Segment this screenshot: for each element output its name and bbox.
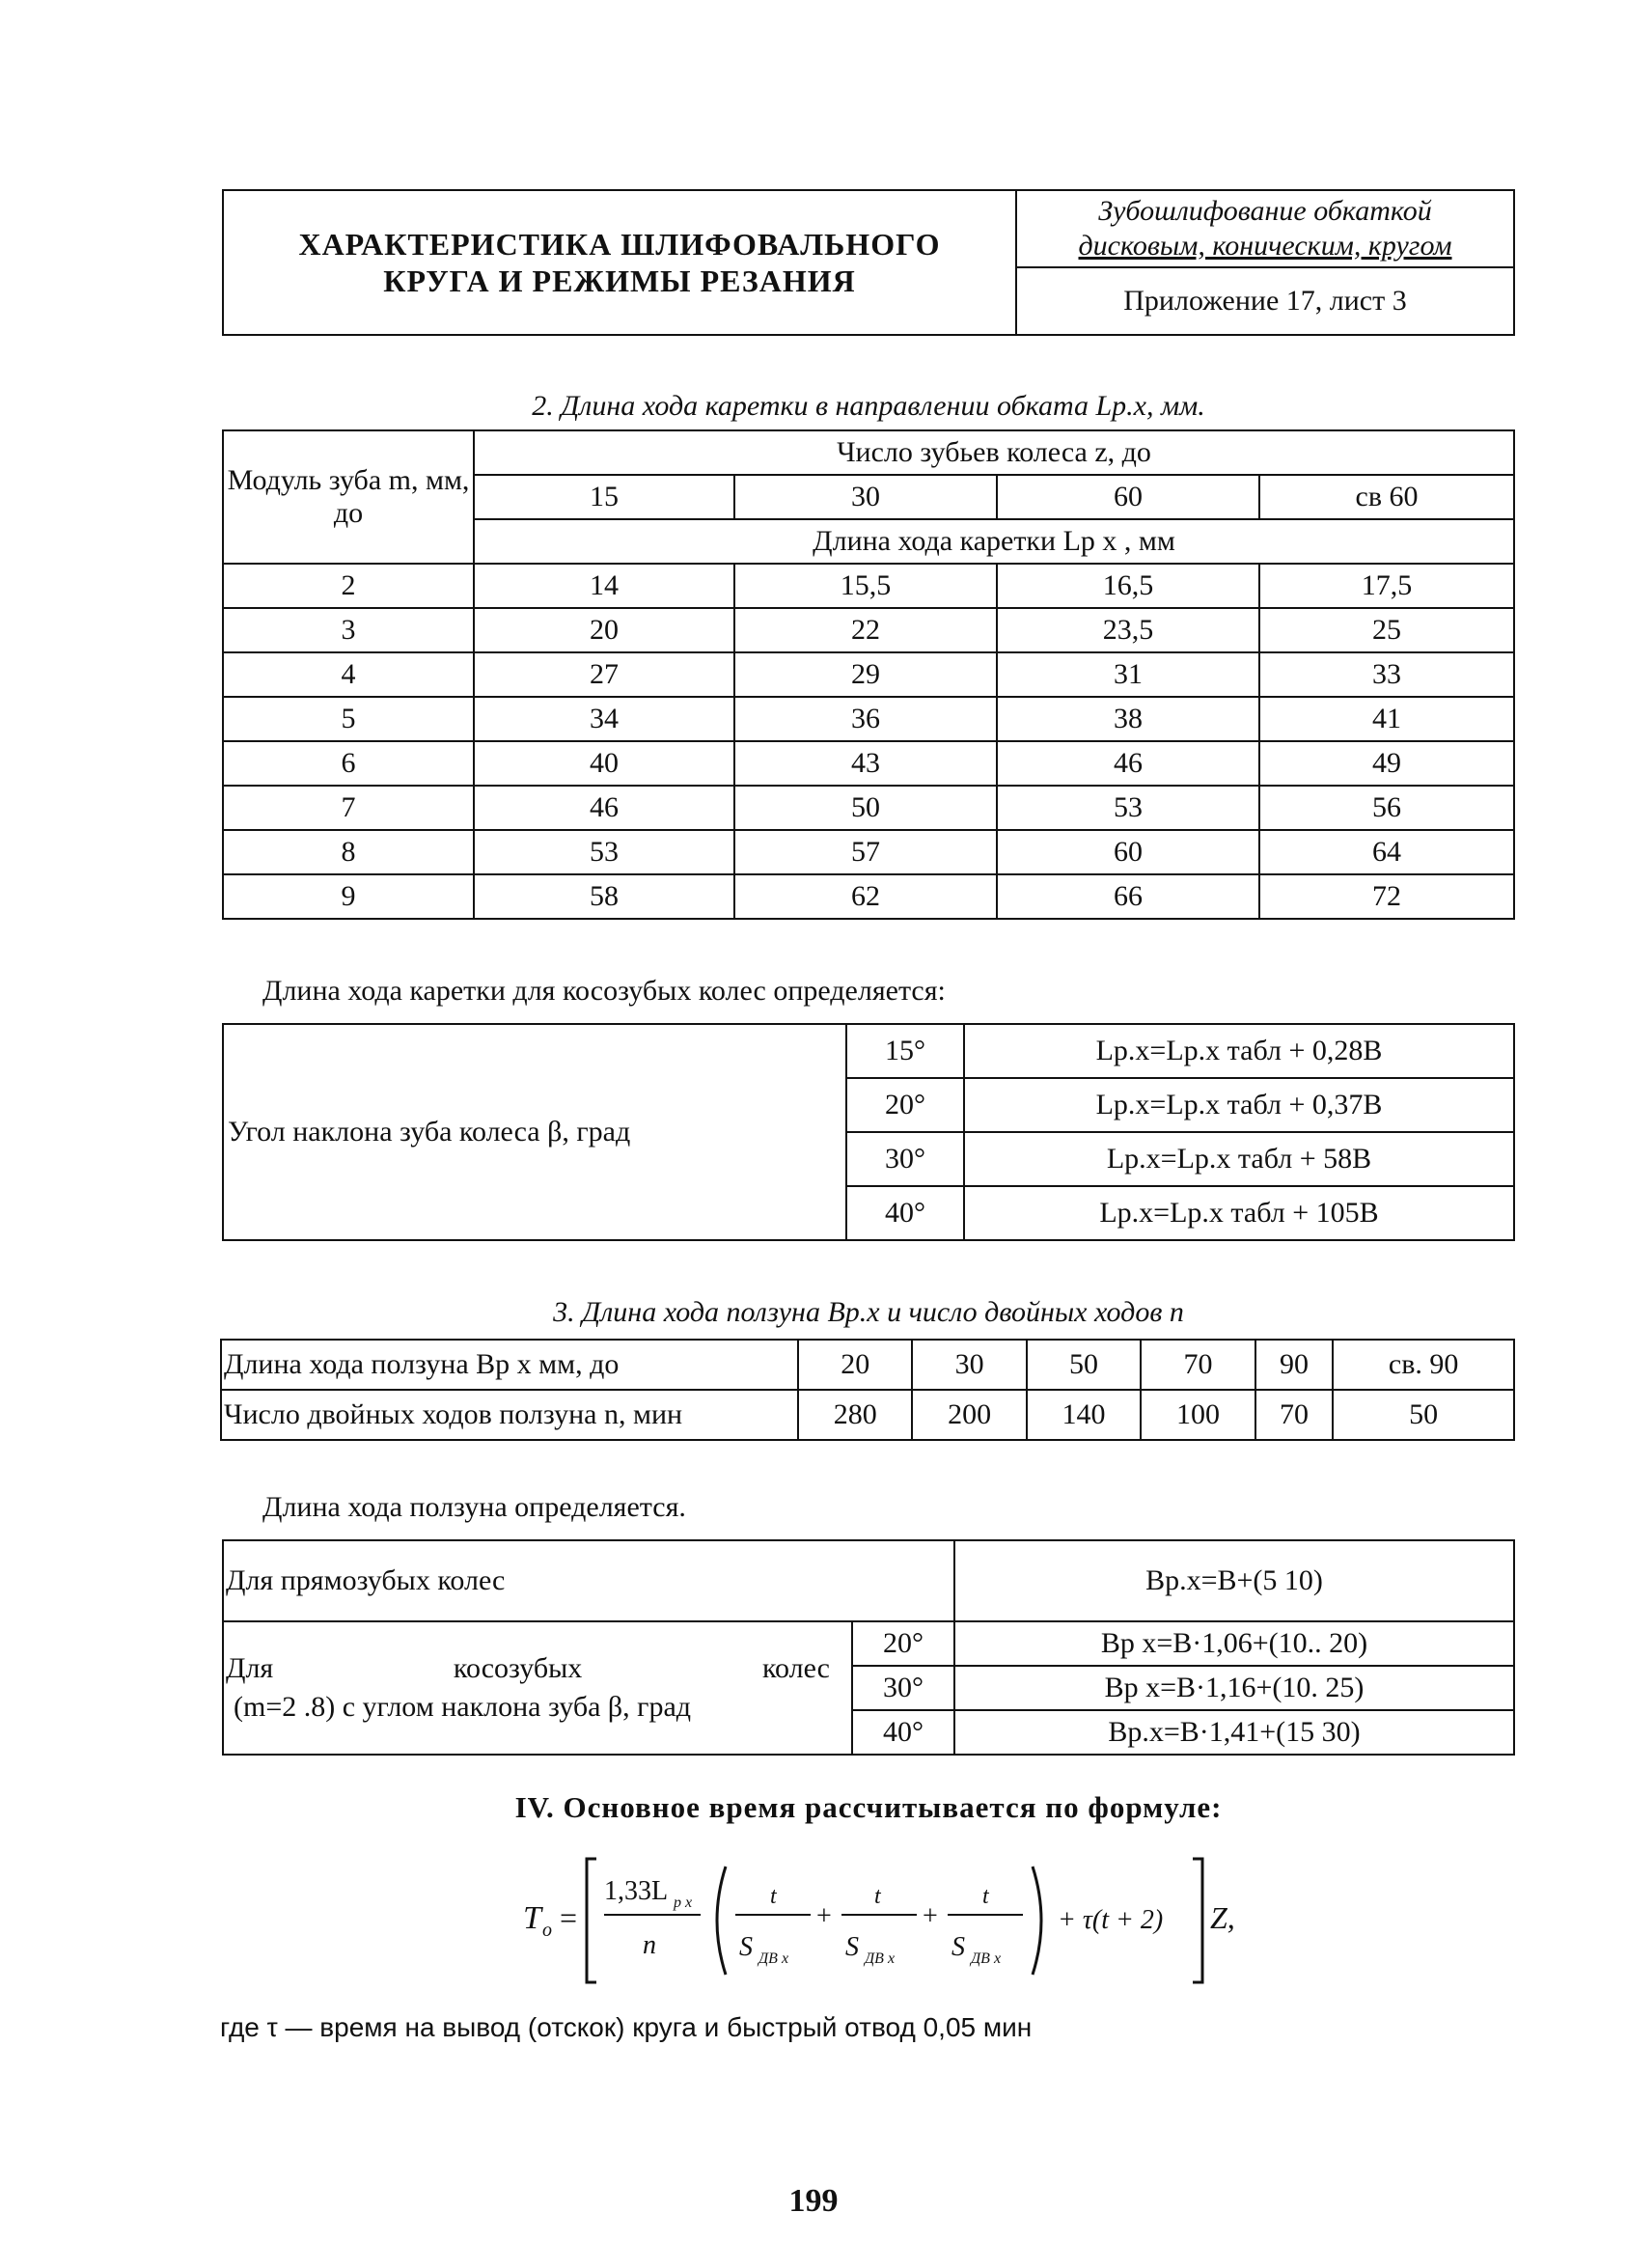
value-cell: 60	[997, 830, 1259, 874]
header-appendix: Приложение 17, лист 3	[1016, 267, 1514, 335]
formula-s2-sub: ДВ x	[865, 1950, 896, 1967]
formula-s3: S	[951, 1932, 965, 1962]
angle-cell: 30°	[846, 1132, 964, 1186]
value-cell: 30	[912, 1340, 1026, 1390]
value-cell: 66	[997, 874, 1259, 919]
module-cell: 6	[223, 741, 474, 786]
header-subject-cell	[1016, 190, 1514, 267]
teeth-col-30: 30	[734, 475, 997, 519]
table2-caption: 2. Длина хода каретки в направлении обката Lp.x, мм.	[532, 390, 1205, 422]
formula-t2: t	[874, 1884, 881, 1909]
value-cell: 280	[798, 1390, 912, 1440]
formula-den-n: n	[643, 1930, 656, 1960]
value-cell: 140	[1027, 1390, 1141, 1440]
formula-coef-sub: p x	[674, 1895, 693, 1911]
value-cell: 50	[734, 786, 997, 830]
teeth-col-60: 60	[997, 475, 1259, 519]
helical-carriage-table	[222, 1023, 1515, 1241]
module-cell: 4	[223, 652, 474, 697]
value-cell: 14	[474, 564, 734, 608]
table-row	[223, 741, 1514, 786]
table3-caption: 3. Длина хода ползуна Bp.x и число двойных ходов n	[553, 1296, 1184, 1328]
value-cell: 53	[474, 830, 734, 874]
formula-cell: Bp x=B·1,06+(10.. 20)	[954, 1621, 1514, 1666]
module-cell: 3	[223, 608, 474, 652]
angle-cell: 30°	[852, 1666, 954, 1710]
value-cell: 100	[1141, 1390, 1255, 1440]
straight-label: Для прямозубых колес	[223, 1540, 954, 1621]
formula-coef: 1,33L	[604, 1876, 669, 1906]
formula-z: Z,	[1210, 1900, 1235, 1935]
table-row	[223, 608, 1514, 652]
value-cell: 49	[1259, 741, 1514, 786]
svg-text:+: +	[816, 1901, 832, 1931]
header-title-line2: КРУГА И РЕЖИМЫ РЕЗАНИЯ	[383, 263, 856, 298]
value-cell: 33	[1259, 652, 1514, 697]
slider-length-table	[222, 1539, 1515, 1756]
value-cell: св. 90	[1333, 1340, 1514, 1390]
formula-s1-sub: ДВ x	[758, 1950, 789, 1967]
value-cell: 34	[474, 697, 734, 741]
formula-cell: Lp.x=Lp.x табл + 0,37B	[964, 1078, 1514, 1132]
header-title-line1: ХАРАКТЕРИСТИКА ШЛИФОВАЛЬНОГО	[298, 227, 941, 262]
header-subject-line1: Зубошлифование обкаткой	[1098, 195, 1432, 227]
value-cell: 70	[1255, 1390, 1334, 1440]
value-cell: 50	[1333, 1390, 1514, 1440]
helical-intro: Длина хода каретки для косозубых колес определяется:	[262, 975, 946, 1007]
header-subject-line2: дисковым, коническим, кругом	[1078, 230, 1452, 262]
value-cell: 62	[734, 874, 997, 919]
angle-cell: 20°	[852, 1621, 954, 1666]
value-cell: 57	[734, 830, 997, 874]
value-cell: 31	[997, 652, 1259, 697]
header-box	[222, 189, 1515, 336]
value-cell: 20	[474, 608, 734, 652]
value-cell: 15,5	[734, 564, 997, 608]
helical-angle-label: Угол наклона зуба колеса β, град	[223, 1024, 846, 1240]
module-cell: 7	[223, 786, 474, 830]
module-header: Модуль зуба m, мм, до	[223, 430, 474, 564]
value-cell: 72	[1259, 874, 1514, 919]
slider-stroke-table	[220, 1339, 1515, 1441]
main-time-formula	[511, 1853, 1283, 1988]
module-cell: 9	[223, 874, 474, 919]
teeth-header: Число зубьев колеса z, до	[474, 430, 1514, 475]
value-cell: 40	[474, 741, 734, 786]
value-cell: 50	[1027, 1340, 1141, 1390]
value-cell: 29	[734, 652, 997, 697]
value-cell: 17,5	[1259, 564, 1514, 608]
value-cell: 70	[1141, 1340, 1255, 1390]
table-row	[223, 697, 1514, 741]
row-label: Число двойных ходов ползуна n, мин	[221, 1390, 798, 1440]
table-row	[223, 830, 1514, 874]
tau-note: где τ — время на вывод (отскок) круга и быстрый отвод 0,05 мин	[220, 2012, 1033, 2042]
teeth-col-15: 15	[474, 475, 734, 519]
svg-text:+: +	[923, 1901, 938, 1931]
module-cell: 5	[223, 697, 474, 741]
value-cell: 90	[1255, 1340, 1334, 1390]
value-cell: 20	[798, 1340, 912, 1390]
angle-cell: 40°	[846, 1186, 964, 1240]
value-cell: 36	[734, 697, 997, 741]
module-cell: 2	[223, 564, 474, 608]
value-cell: 53	[997, 786, 1259, 830]
value-cell: 56	[1259, 786, 1514, 830]
helical-label-word2: косозубых	[453, 1652, 583, 1684]
formula-s2: S	[845, 1932, 859, 1962]
header-title-cell	[223, 190, 1016, 335]
value-cell: 38	[997, 697, 1259, 741]
value-cell: 23,5	[997, 608, 1259, 652]
table-row	[221, 1340, 1514, 1390]
table-row	[223, 874, 1514, 919]
helical-label-line2: (m=2 .8) с углом наклона зуба β, град	[234, 1691, 692, 1723]
straight-formula: Bp.x=B+(5 10)	[954, 1540, 1514, 1621]
value-cell: 58	[474, 874, 734, 919]
table-row	[223, 652, 1514, 697]
svg-text:=: =	[560, 1900, 578, 1935]
value-cell: 46	[997, 741, 1259, 786]
row-label: Длина хода ползуна Bp x мм, до	[221, 1340, 798, 1390]
value-cell: 46	[474, 786, 734, 830]
value-cell: 64	[1259, 830, 1514, 874]
formula-lhs-sub: o	[542, 1920, 552, 1941]
formula-t1: t	[770, 1884, 777, 1909]
formula-cell: Lp.x=Lp.x табл + 105B	[964, 1186, 1514, 1240]
section4-title: IV. Основное время рассчитывается по формуле:	[514, 1790, 1223, 1824]
helical-label-word3: колес	[761, 1652, 830, 1684]
angle-cell: 15°	[846, 1024, 964, 1078]
value-cell: 22	[734, 608, 997, 652]
length-header: Длина хода каретки Lp x , мм	[474, 519, 1514, 564]
carriage-length-table	[222, 429, 1515, 920]
formula-cell: Bp x=B·1,16+(10. 25)	[954, 1666, 1514, 1710]
table-row	[221, 1390, 1514, 1440]
formula-s1: S	[739, 1932, 753, 1962]
angle-cell: 40°	[852, 1710, 954, 1755]
page-number: 199	[788, 2183, 839, 2219]
value-cell: 200	[912, 1390, 1026, 1440]
table-row	[223, 786, 1514, 830]
value-cell: 25	[1259, 608, 1514, 652]
value-cell: 43	[734, 741, 997, 786]
formula-cell: Lp.x=Lp.x табл + 58B	[964, 1132, 1514, 1186]
value-cell: 16,5	[997, 564, 1259, 608]
formula-s3-sub: ДВ x	[971, 1950, 1002, 1967]
formula-lhs: T	[523, 1900, 541, 1936]
module-cell: 8	[223, 830, 474, 874]
value-cell: 41	[1259, 697, 1514, 741]
formula-cell: Bp.x=B·1,41+(15 30)	[954, 1710, 1514, 1755]
helical-slider-label	[223, 1621, 852, 1755]
slider-intro: Длина хода ползуна определяется.	[262, 1491, 686, 1523]
table-row	[223, 564, 1514, 608]
formula-tail: + τ(t + 2)	[1058, 1905, 1164, 1935]
teeth-col-over60: св 60	[1259, 475, 1514, 519]
formula-cell: Lp.x=Lp.x табл + 0,28B	[964, 1024, 1514, 1078]
angle-cell: 20°	[846, 1078, 964, 1132]
helical-label-word1: Для	[226, 1652, 274, 1684]
formula-t3: t	[982, 1884, 989, 1909]
value-cell: 27	[474, 652, 734, 697]
